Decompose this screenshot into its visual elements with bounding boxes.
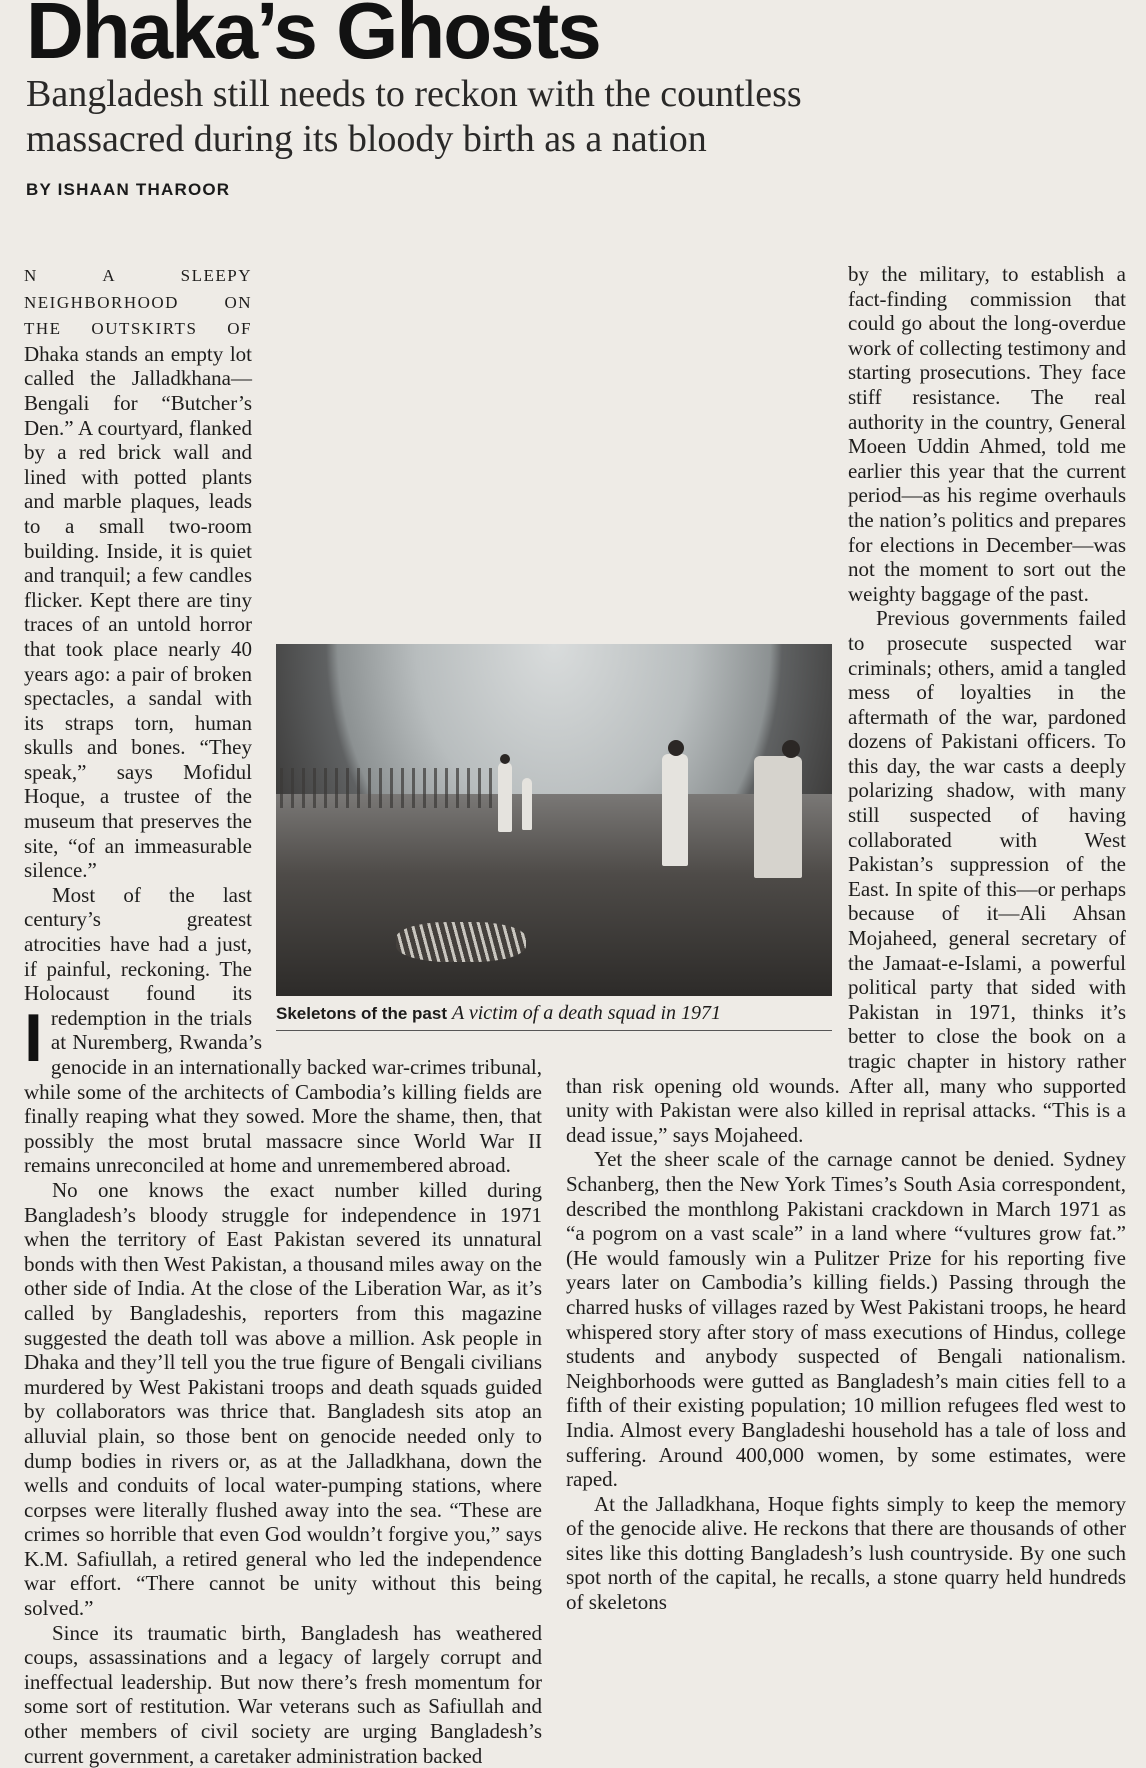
paragraph-3: No one knows the exact number killed during Bangladesh’s bloody struggle for independence in 1971 when the territory of East Pakistan severed its unnatural bonds with then West Pakistan, a thousand miles away on the other side of India. At the close of the Liberation War, as it’s called by Bangladeshis, reporters from this magazine suggested the death toll was above a million. Ask people in Dhaka and they’ll tell you the true figure of Bengali civilians murdered by West Pakistani troops and death squads guided by collaborators was thrice that. Bangladesh sits atop an alluvial plain, so those bent on genocide needed only to dump bodies in rivers or, as at the Jalladkhana, down the wells and conduits of local water-pumping stations, where corpses were literally flushed away into the sea. “These are crimes so horrible that even God wouldn’t forgive you,” says K.M. Safiullah, a retired general who led the independence war effort. “There cannot be unity without this being solved.”: [24, 1177, 542, 1621]
drop-cap: I: [24, 1000, 43, 1076]
photo-figure-head: [782, 740, 800, 758]
photo-caption: [276, 1000, 832, 1031]
paragraph-5: by the military, to establish a fact-finding commission that could go about the long-overdue work of collecting testimony and starting prosecutions. They face stiff resistance. The real authority in the country, General Moeen Uddin Ahmed, told me earlier this year that the current period—as his regime overhauls the nation’s politics and prepares for elections in December—was not the moment to sort out the weighty baggage of the past.: [848, 262, 1126, 606]
paragraph-8: At the Jalladkhana, Hoque fights simply to keep the memory of the genocide alive. He reckons that there are thousands of other sites like this dotting Bangladesh’s lush countryside. By one such spot north of the capital, he recalls, a stone quarry held hundreds of skeletons: [566, 1491, 1126, 1615]
photo-skeleton: [396, 922, 526, 962]
photo-crowd: [280, 768, 510, 808]
caption-label: Skeletons of the past: [276, 1004, 447, 1023]
photo-figure: [522, 778, 532, 830]
photo-figure: [662, 754, 688, 866]
paragraph-intro-text: Dhaka stands an empty lot called the Jalladkhana—Bengali for “Butcher’s Den.” A courtyard, flanked by a red brick wall and lined with potted plants and marble plaques, leads to a small two-room building. Inside, it is quiet and tranquil; a few candles flicker. Kept there are tiny traces of an untold horror that took place nearly 40 years ago: a pair of broken spectacles, a sandal with its straps torn, human skulls and bones. “They speak,” says Mofidul Hoque, a trustee of the museum that preserves the site, “of an immeasurable silence.”: [24, 341, 252, 883]
lead-in-smallcaps: N A SLEEPY NEIGHBORHOOD ON THE OUTSKIRTS OF: [24, 266, 252, 339]
headline: Dhaka’s Ghosts: [26, 0, 600, 75]
photo-figure-head: [500, 754, 510, 764]
photo-skeletons-field: [276, 644, 832, 996]
photo-figure: [498, 762, 512, 832]
subheadline: Bangladesh still needs to reckon with the countless massacred during its bloody birth as a nation: [26, 73, 802, 160]
photo-figure: [754, 756, 802, 878]
photo-figure-head: [668, 740, 684, 756]
paragraph-2: Most of the last century’s greatest atrocities have had a just, if painful, reckoning. The Holocaust found its redemption in the trials at Nuremberg, Rwanda’s genocide in an internationally backed war-crimes tribunal, while some of the architects of Cambodia’s killing fields are finally reaping what they sowed. More the shame, then, that possibly the most brutal massacre since World War II remains unreconciled at home and unremembered abroad.: [24, 882, 542, 1178]
photo-ground: [276, 794, 832, 996]
byline: BY ISHAAN THAROOR: [26, 180, 231, 199]
paragraph-6: Previous governments failed to prosecute suspected war criminals; others, amid a tangled mess of loyalties in the aftermath of the war, pardoned dozens of Pakistani officers. To this day, the war casts a deeply polarizing shadow, with many still suspected of having collaborated with West Pakistan’s suppression of the East. In spite of this—or perhaps because of it—Ali Ahsan Mojaheed, general secretary of the Jamaat-e-Islami, a powerful political party that sided with Pakistan in 1971, thinks it’s better to close the book on a tragic chapter in history rather than risk opening old wounds. After all, many who supported unity with Pakistan were also killed in reprisal attacks. “This is a dead issue,” says Mojaheed.: [566, 606, 1126, 1147]
caption-text: A victim of a death squad in 1971: [451, 1002, 722, 1024]
paragraph-7: Yet the sheer scale of the carnage cannot be denied. Sydney Schanberg, then the New York Times’s South Asia correspondent, described the monthlong Pakistani crackdown in March 1971 as “a pogrom on a vast scale” in a land where “vultures grow fat.” (He would famously win a Pulitzer Prize for his reporting five years later on Cambodia’s killing fields.) Passing through the charred husks of villages razed by West Pakistani troops, he heard whispered story after story of mass executions of Hindus, college students and anybody suspected of Bengali nationalism. Neighborhoods were gutted as Bangladesh’s main cities fell to a fifth of their existing population; 10 million refugees fled west to India. Almost every Bangladeshi household has a tale of loss and suffering. Around 400,000 women, by some estimates, were raped.: [566, 1147, 1126, 1492]
paragraph-4: Since its traumatic birth, Bangladesh has weathered coups, assassinations and a legacy of largely corrupt and ineffectual leadership. But now there’s fresh momentum for some sort of restitution. War veterans such as Safiullah and other members of civil society are urging Bangladesh’s current government, a caretaker administration backed: [24, 1620, 542, 1768]
